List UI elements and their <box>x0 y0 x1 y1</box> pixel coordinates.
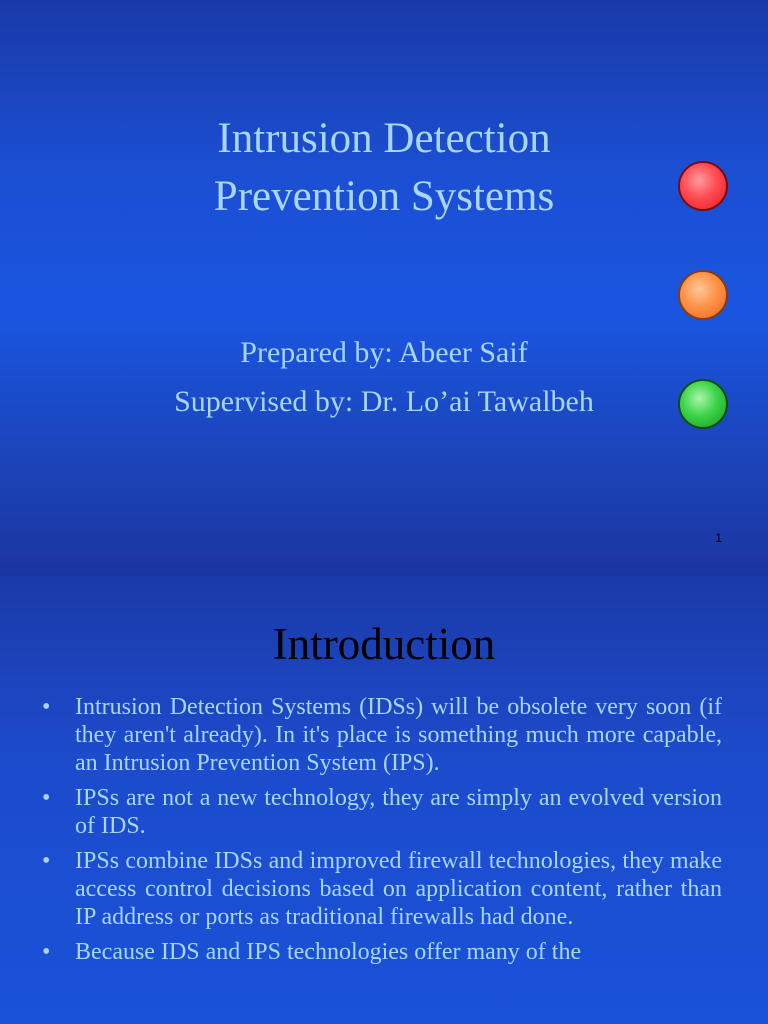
bullet-text: Because IDS and IPS technologies offer many of the <box>75 939 582 965</box>
list-item <box>40 784 722 840</box>
title-line-2: Prevention Systems <box>213 173 555 220</box>
bullet-icon: • <box>42 939 51 965</box>
list-item <box>40 847 722 931</box>
prepared-by: Prepared by: Abeer Saif <box>240 336 528 369</box>
green-circle-icon <box>678 379 728 429</box>
bullet-text: IPSs are not a new technology, they are simply an evolved version of IDS. <box>75 785 722 839</box>
bullet-icon: • <box>42 848 51 874</box>
bullet-icon: • <box>42 694 51 720</box>
list-item <box>40 693 722 777</box>
slide-title: Introduction <box>272 619 496 669</box>
list-item <box>40 938 722 966</box>
orange-circle-icon <box>678 270 728 320</box>
bullet-text: IPSs combine IDSs and improved firewall technologies, they make access control decisions based on application content, rather than IP address or ports as traditional firewalls had done. <box>75 848 722 930</box>
bullet-list <box>40 693 722 973</box>
bullet-icon: • <box>42 785 51 811</box>
bullet-text: Intrusion Detection Systems (IDSs) will be obsolete very soon (if they aren't already). In it's place is something much more capable, an Intrusion Prevention System (IPS). <box>75 694 722 776</box>
red-circle-icon <box>678 161 728 211</box>
title-line-1: Intrusion Detection <box>217 115 551 162</box>
introduction-slide <box>0 576 768 1024</box>
supervised-by: Supervised by: Dr. Lo’ai Tawalbeh <box>174 385 594 418</box>
slide-title <box>0 110 768 226</box>
page-number: 1 <box>715 531 722 545</box>
